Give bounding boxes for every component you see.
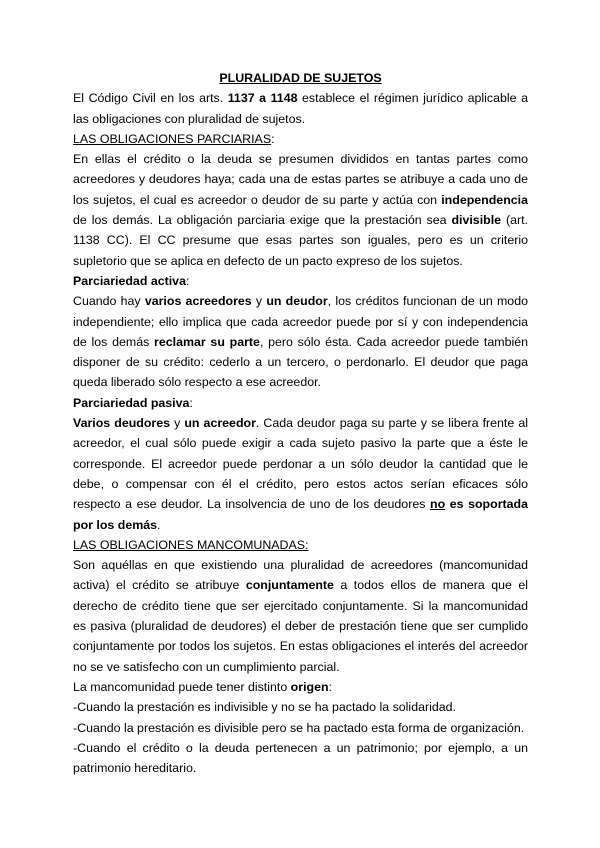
activa-text-1: Cuando hay <box>73 294 145 309</box>
parciarias-heading-text: LAS OBLIGACIONES PARCIARIAS <box>73 131 272 146</box>
pasiva-text-3: . <box>157 517 161 532</box>
intro-text-1: El Código Civil en los arts. <box>73 91 228 106</box>
parciarias-text-1: En ellas el crédito o la deuda se presumen divididos en tantas partes como acreedores y deudores haya; cada una de estas partes se atribuye a cada uno de los sujetos, el cual es acreedor o deudor de su parte y actúa con <box>73 152 528 207</box>
list-item: -Cuando la prestación es indivisible y no se ha pactado la solidaridad. <box>73 700 456 715</box>
pasiva-text-1: y <box>170 416 185 431</box>
pasiva-bold-1: Varios deudores <box>73 416 171 431</box>
document-page <box>73 68 528 778</box>
mancomunadas-heading-text: LAS OBLIGACIONES MANCOMUNADAS: <box>73 537 309 552</box>
activa-bold-2: un deudor <box>266 294 328 309</box>
mancomunadas-bold-conjuntamente: conjuntamente <box>245 578 334 593</box>
activa-heading <box>73 271 528 291</box>
origen-bold: origen <box>290 679 329 694</box>
intro-text-2: establece el régimen jurídico aplicable a las obligaciones con pluralidad de sujetos. <box>73 91 528 126</box>
activa-heading-text: Parciariedad activa <box>73 273 186 288</box>
intro-articles: 1137 a 1148 <box>227 91 298 106</box>
origen-line <box>73 677 528 697</box>
document-title: PLURALIDAD DE SUJETOS <box>219 71 382 85</box>
parciarias-heading <box>73 129 528 149</box>
activa-bold-1: varios acreedores <box>144 294 252 309</box>
activa-text-4: , pero sólo ésta. Cada acreedor puede también disponer de su crédito: cederlo a un tercero, o perdonarlo. El deudor que paga queda liberado sólo respecto a ese acreedor. <box>73 334 528 390</box>
mancomunadas-text-1: Son aquéllas en que existiendo una pluralidad de acreedores (mancomunidad activa) el crédito se atribuye <box>73 558 528 593</box>
mancomunadas-text-2: a todos ellos de manera que el derecho de crédito tiene que ser ejercitado conjuntamente. Si la mancomunidad es pasiva (pluralidad de deudores) el deber de prestación tiene que ser cumplido conjuntamente por todos los sujetos. En estas obligaciones el interés del acreedor no se ve satisfecho con un cumplimiento parcial. <box>73 578 528 674</box>
intro-paragraph <box>73 88 528 129</box>
mancomunadas-heading <box>73 535 528 555</box>
activa-paragraph <box>73 291 528 392</box>
parciarias-text-3: (art. 1138 CC). El CC presume que esas partes son iguales, pero es un criterio supletorio que se aplica en defecto de un pacto expreso de los sujetos. <box>73 213 528 268</box>
parciarias-text-2: de los demás. La obligación parciaria exige que la prestación sea <box>73 213 452 228</box>
activa-heading-colon: : <box>185 273 190 288</box>
parciarias-paragraph <box>73 149 528 271</box>
activa-text-3: , los créditos funcionan de un modo independiente; ello implica que cada acreedor puede por sí y con independencia de los demás <box>73 294 528 349</box>
origen-text-1: La mancomunidad puede tener distinto <box>73 679 291 694</box>
origen-text-2: : <box>328 679 332 694</box>
pasiva-heading-colon: : <box>189 395 193 410</box>
activa-bold-3: reclamar su parte <box>154 334 260 349</box>
parciarias-bold-independencia: independencia <box>441 192 528 207</box>
parciarias-bold-divisible: divisible <box>451 213 502 228</box>
pasiva-heading <box>73 393 528 413</box>
pasiva-heading-text: Parciariedad pasiva <box>73 395 190 410</box>
pasiva-bold-3: es soportada por los demás <box>73 497 528 532</box>
parciarias-heading-colon: : <box>271 131 275 146</box>
mancomunadas-paragraph <box>73 555 528 677</box>
pasiva-text-2: . Cada deudor paga su parte y se libera frente al acreedor, el cual sólo puede exigir a cada sujeto pasivo la parte que a éste le corresponde. El acreedor puede perdonar a un sólo deudor la cantidad que le debe, o compensar con él el crédito, pero estos actos serían eficaces sólo respecto a ese deudor. La insolvencia de uno de los deudores <box>73 416 528 512</box>
pasiva-paragraph <box>73 413 528 535</box>
pasiva-underlined-no: no <box>430 497 446 512</box>
activa-text-2: y <box>251 294 267 309</box>
list-item: -Cuando la prestación es divisible pero se ha pactado esta forma de organización. <box>73 720 525 735</box>
pasiva-bold-2: un acreedor <box>184 416 256 431</box>
list-item: -Cuando el crédito o la deuda pertenecen a un patrimonio; por ejemplo, a un patrimonio hereditario. <box>73 740 528 776</box>
